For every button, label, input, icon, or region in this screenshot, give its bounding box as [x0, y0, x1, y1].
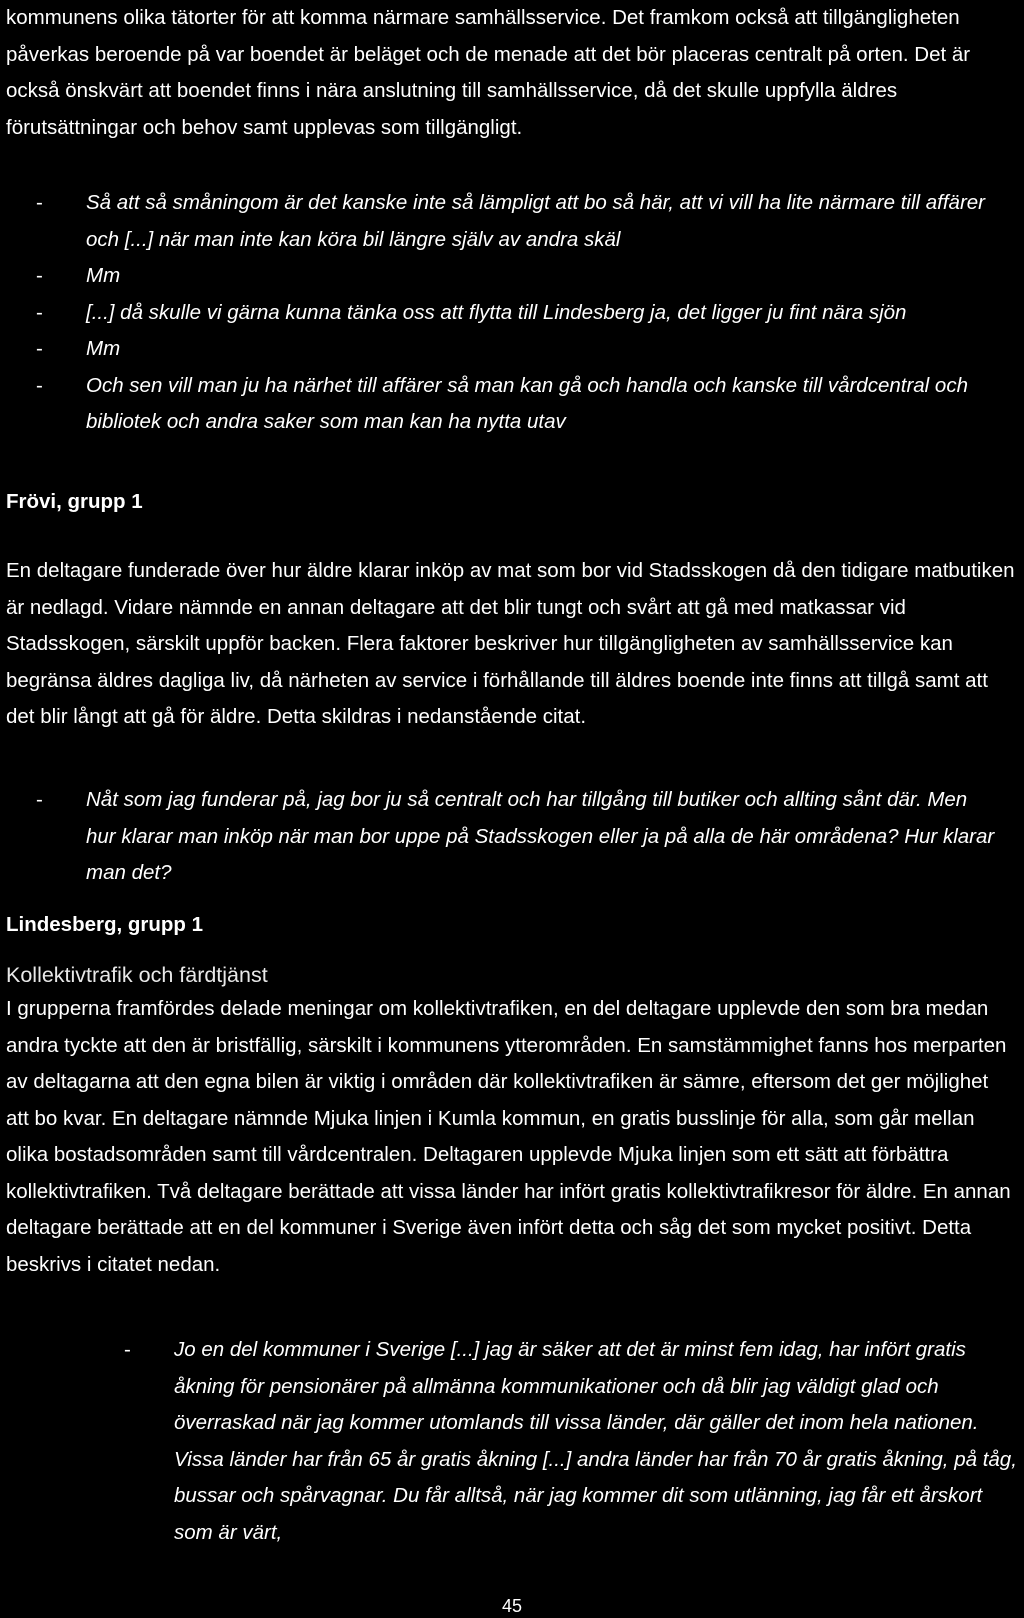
quote-item: - [...] då skulle vi gärna kunna tänka oss att flytta till Lindesberg ja, det ligger ju fint nära sjön — [6, 295, 996, 332]
quote-item: - Så att så småningom är det kanske inte så lämpligt att bo så här, att vi vill ha lite närmare till affärer och [...] när man inte kan köra bil längre själv av andra skäl — [6, 185, 996, 258]
paragraph-2: En deltagare funderade över hur äldre klarar inköp av mat som bor vid Stadsskogen då den tidigare matbutiken är nedlagd. Vidare nämnde en annan deltagare att det blir tungt och svårt att gå med matkassar vid Stadsskogen, särskilt uppför backen. Flera faktorer beskriver hur tillgängligheten av samhällsservice kan begränsa äldres dagliga liv, då närheten av service i förhållande till äldres boende inte finns att tillgå samt att det blir långt att gå för äldre. Detta skildras i nedanstående citat. — [6, 559, 1015, 728]
page-number: 45 — [501, 1596, 523, 1616]
quote-item: - Mm — [6, 331, 996, 368]
quote-list-3 — [66, 1332, 1024, 1551]
quote-list-2 — [6, 782, 996, 892]
quote-caption-frovi: Frövi, grupp 1 — [6, 490, 143, 513]
quote-list-1 — [6, 185, 996, 441]
quote-item: - Jo en del kommuner i Sverige [...] jag är säker att det är minst fem idag, har infört gratis åkning för pensionärer på allmänna kommunikationer och då blir jag väldigt glad och överraskad när jag kommer utomlands till vissa länder, där gäller det inom hela nationen. Vissa länder har från 65 år gratis åkning [...] andra länder har från 70 år gratis åkning, på tåg, bussar och spårvagnar. Du får alltså, när jag kommer dit som utlänning, jag får ett årskort som är värt, — [66, 1332, 1024, 1551]
section-heading: Kollektivtrafik och färdtjänst — [6, 963, 268, 987]
quote-item: - Nåt som jag funderar på, jag bor ju så centralt och har tillgång till butiker och allting sånt där. Men hur klarar man inköp när man bor uppe på Stadsskogen eller ja på alla de här områdena? Hur klarar man det? — [6, 782, 996, 892]
paragraph-3: I grupperna framfördes delade meningar om kollektivtrafiken, en del deltagare upplevde den som bra medan andra tyckte att den är bristfällig, särskilt i kommunens ytterområden. En samstämmighet fanns hos merparten av deltagarna att den egna bilen är viktig i områden där kollektivtrafiken är sämre, eftersom det ger möjlighet att bo kvar. En deltagare nämnde Mjuka linjen i Kumla kommun, en gratis busslinje för alla, som går mellan olika bostadsområden samt till vårdcentralen. Deltagaren upplevde Mjuka linjen som ett sätt att förbättra kollektivtrafiken. Två deltagare berättade att vissa länder har infört gratis kollektivtrafikresor för äldre. En annan deltagare berättade att en del kommuner i Sverige även infört detta och såg det som mycket positivt. Detta beskrivs i citatet nedan. — [6, 997, 1011, 1276]
quote-item: - Mm — [6, 258, 996, 295]
quote-item: - Och sen vill man ju ha närhet till affärer så man kan gå och handla och kanske till vårdcentral och bibliotek och andra saker som man kan ha nytta utav — [6, 368, 996, 441]
paragraph-1: kommunens olika tätorter för att komma närmare samhällsservice. Det framkom också att tillgängligheten påverkas beroende på var boendet är beläget och de menade att det bör placeras centralt på orten. Det är också önskvärt att boendet finns i nära anslutning till samhällsservice, då det skulle uppfylla äldres förutsättningar och behov samt upplevas som tillgängligt. — [6, 6, 971, 139]
quote-caption-lindesberg: Lindesberg, grupp 1 — [6, 913, 204, 936]
